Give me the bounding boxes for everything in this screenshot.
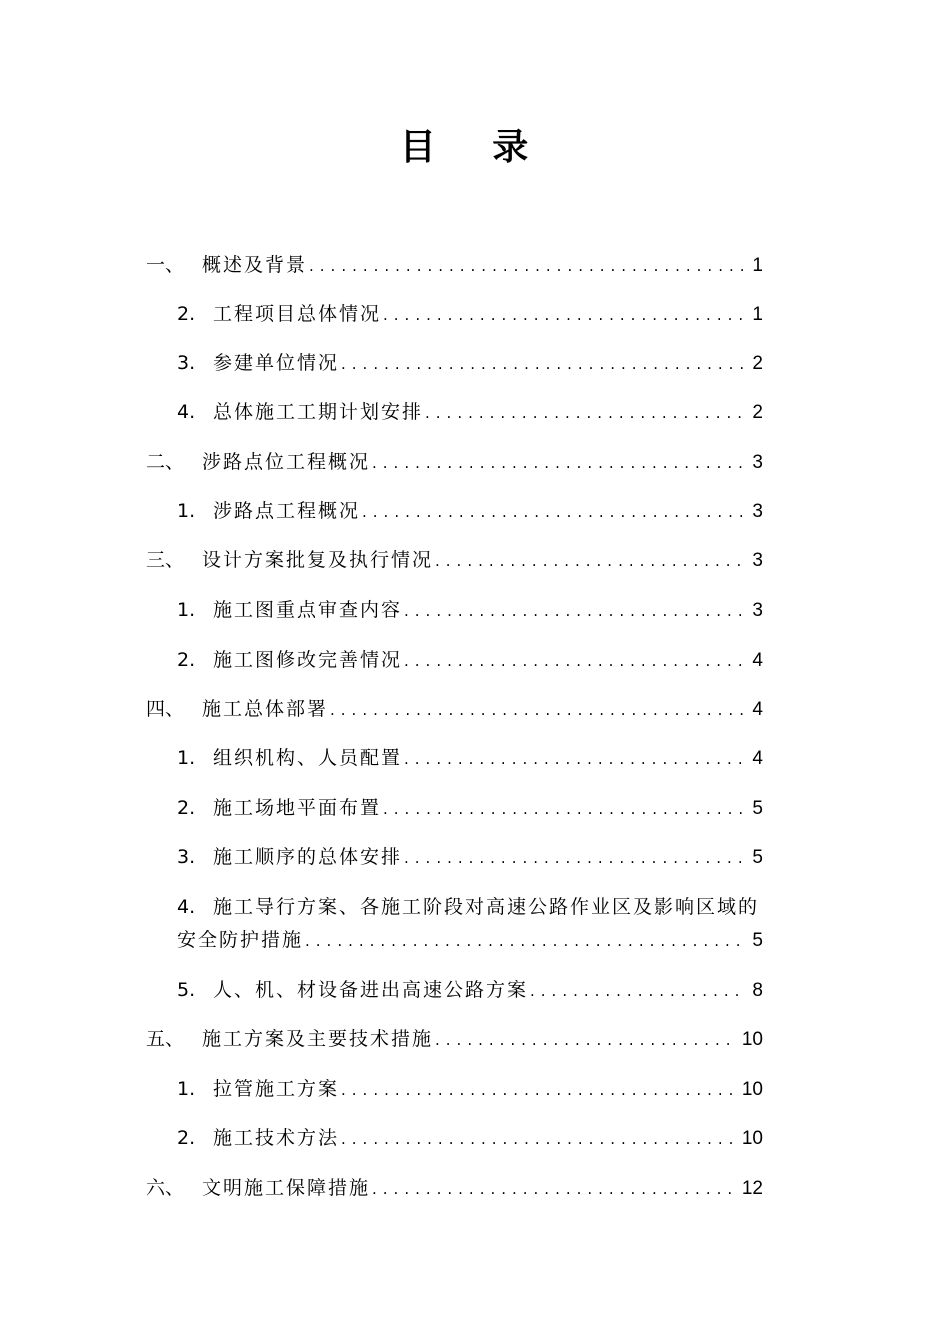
toc-entry-page: 4 <box>752 699 763 720</box>
toc-entry[interactable] <box>177 977 763 1004</box>
dot-leader <box>341 351 745 377</box>
toc-entry-page: 3 <box>752 501 763 522</box>
toc-entry-page: 2 <box>752 353 763 374</box>
toc-entry[interactable] <box>177 597 763 624</box>
toc-entry[interactable] <box>177 647 763 674</box>
toc-entry-page: 4 <box>752 650 763 671</box>
toc-entry-title-line-1: 施工导行方案、各施工阶段对高速公路作业区及影响区域的 <box>213 896 760 918</box>
toc-entry-title: 涉路点位工程概况 <box>202 451 371 473</box>
toc-entry-number: 六、 <box>146 1177 185 1199</box>
toc-entry-number: 3. <box>177 846 196 868</box>
toc-entry-number: 三、 <box>146 549 185 571</box>
toc-entry-title: 施工技术方法 <box>213 1127 340 1149</box>
toc-entry[interactable] <box>146 547 763 574</box>
toc-entry-page: 10 <box>741 1029 763 1050</box>
dot-leader <box>372 450 745 476</box>
toc-entry[interactable] <box>177 1125 763 1152</box>
toc-entry-title: 概述及背景 <box>202 254 308 276</box>
toc-entry-title: 设计方案批复及执行情况 <box>202 549 434 571</box>
toc-entry-page: 3 <box>752 600 763 621</box>
dot-leader <box>341 1077 738 1103</box>
toc-entry-title: 施工总体部署 <box>202 698 329 720</box>
dot-leader <box>404 598 745 624</box>
toc-entry[interactable] <box>146 696 763 723</box>
toc-entry-number: 2. <box>177 649 196 671</box>
toc-entry[interactable] <box>177 350 763 377</box>
toc-entry-number: 二、 <box>146 451 185 473</box>
toc-entry-page: 1 <box>752 255 763 276</box>
toc-entry-page: 1 <box>752 304 763 325</box>
toc-entry-page: 2 <box>752 402 763 423</box>
toc-entry-number: 五、 <box>146 1028 185 1050</box>
toc-entry-title: 拉管施工方案 <box>213 1078 340 1100</box>
toc-entry-number: 1. <box>177 599 196 621</box>
toc-entry-continuation[interactable] <box>177 927 763 954</box>
toc-entry-number: 一、 <box>146 254 185 276</box>
toc-entry-title: 组织机构、人员配置 <box>213 747 403 769</box>
toc-entry-number: 2. <box>177 797 196 819</box>
dot-leader <box>383 796 745 822</box>
toc-entry-title-line-2: 安全防护措施 <box>177 929 304 951</box>
toc-entry[interactable] <box>177 301 763 328</box>
toc-entry-number: 4. <box>177 401 196 423</box>
toc-entry[interactable] <box>177 745 763 772</box>
toc-entry-page: 10 <box>741 1079 763 1100</box>
toc-entry-page: 5 <box>752 930 763 951</box>
dot-leader <box>435 548 745 574</box>
toc-entry-number: 2. <box>177 303 196 325</box>
dot-leader <box>341 1126 738 1152</box>
toc-entry-title: 施工顺序的总体安排 <box>213 846 403 868</box>
toc-entry-title: 施工方案及主要技术措施 <box>202 1028 434 1050</box>
toc-entry[interactable] <box>177 795 763 822</box>
toc-entry[interactable] <box>146 449 763 476</box>
toc-entry-title: 工程项目总体情况 <box>213 303 382 325</box>
toc-entry-title: 施工场地平面布置 <box>213 797 382 819</box>
toc-entry-number: 四、 <box>146 698 185 720</box>
dot-leader <box>530 978 745 1004</box>
toc-entry-page: 3 <box>752 550 763 571</box>
toc-entry-number: 2. <box>177 1127 196 1149</box>
toc-entry-title: 施工图重点审查内容 <box>213 599 403 621</box>
toc-entry-title: 人、机、材设备进出高速公路方案 <box>213 979 529 1001</box>
toc-entry[interactable] <box>177 399 763 426</box>
toc-entry-page: 3 <box>752 452 763 473</box>
toc-entry-page: 8 <box>752 980 763 1001</box>
toc-entry[interactable] <box>177 894 817 920</box>
toc-entry-page: 12 <box>741 1178 763 1199</box>
dot-leader <box>330 697 745 723</box>
toc-entry-number: 1. <box>177 747 196 769</box>
toc-entry[interactable] <box>146 252 763 279</box>
toc-entry-page: 10 <box>741 1128 763 1149</box>
toc-entry-number: 4. <box>177 896 196 918</box>
dot-leader <box>404 845 745 871</box>
dot-leader <box>435 1027 738 1053</box>
dot-leader <box>305 928 745 954</box>
dot-leader <box>383 302 745 328</box>
toc-entry-number: 5. <box>177 979 196 1001</box>
toc-entry[interactable] <box>177 498 763 525</box>
toc-entry-title: 总体施工工期计划安排 <box>213 401 424 423</box>
dot-leader <box>404 746 745 772</box>
dot-leader <box>372 1176 738 1202</box>
toc-entry-number: 1. <box>177 500 196 522</box>
toc-entry-page: 4 <box>752 748 763 769</box>
toc-entry[interactable] <box>146 1026 763 1053</box>
toc-entry-title: 涉路点工程概况 <box>213 500 361 522</box>
toc-entry-number: 1. <box>177 1078 196 1100</box>
page-title: 目 录 <box>399 126 551 168</box>
toc-entry[interactable] <box>146 1175 763 1202</box>
toc-entry[interactable] <box>177 844 763 871</box>
toc-entry-page: 5 <box>752 798 763 819</box>
toc-entry-page: 5 <box>752 847 763 868</box>
toc-entry[interactable] <box>177 1076 763 1103</box>
toc-entry-title: 参建单位情况 <box>213 352 340 374</box>
toc-entry-title: 施工图修改完善情况 <box>213 649 403 671</box>
dot-leader <box>309 253 745 279</box>
toc-entry-number: 3. <box>177 352 196 374</box>
dot-leader <box>362 499 745 525</box>
dot-leader <box>404 648 745 674</box>
dot-leader <box>425 400 745 426</box>
toc-entry-title: 文明施工保障措施 <box>202 1177 371 1199</box>
